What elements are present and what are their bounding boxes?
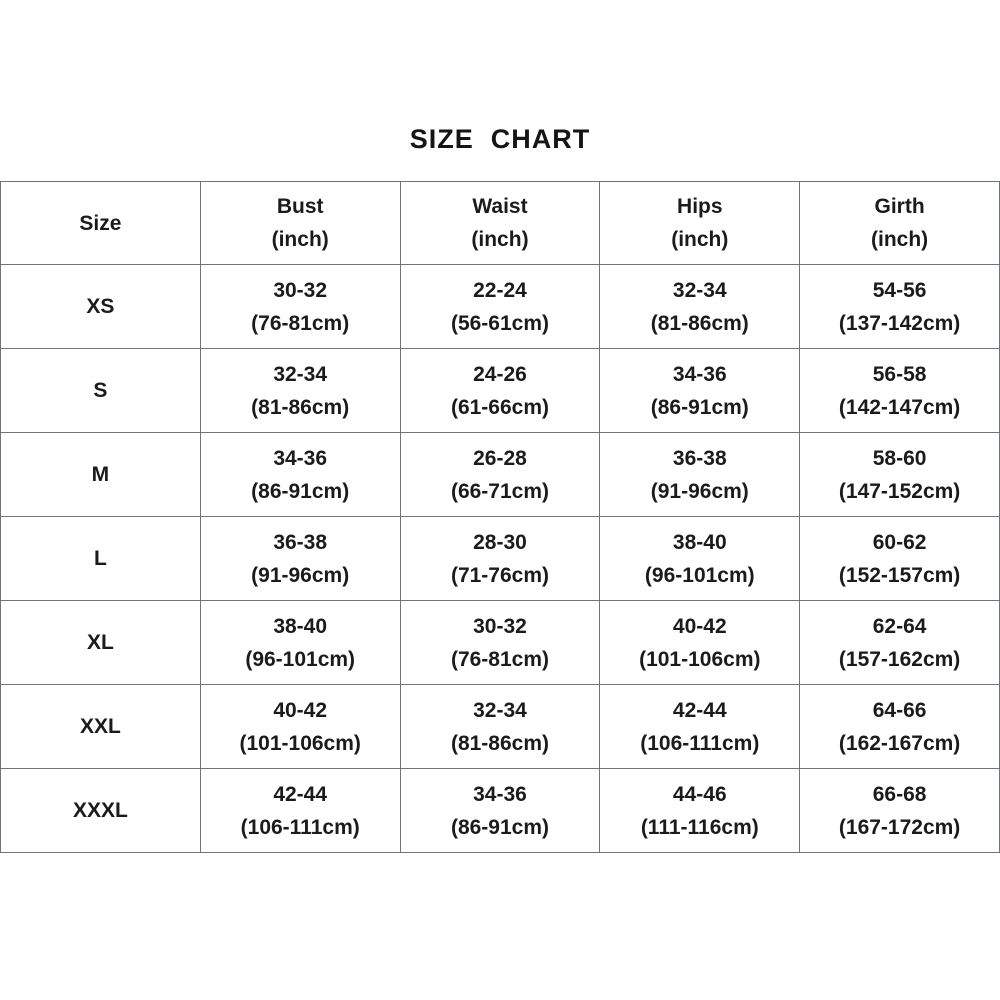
inch-value: 28-30	[473, 530, 527, 554]
waist-cell	[400, 349, 600, 433]
cm-value: (76-81cm)	[450, 647, 550, 671]
girth-cell	[800, 685, 1000, 769]
cm-value: (86-91cm)	[251, 479, 350, 503]
bust-cell	[200, 685, 400, 769]
cm-value: (81-86cm)	[650, 311, 749, 335]
cm-value: (167-172cm)	[838, 815, 961, 839]
size-label: M	[91, 463, 110, 486]
waist-cell	[400, 685, 600, 769]
size-cell	[1, 265, 201, 349]
girth-cell	[800, 769, 1000, 853]
inch-value: 32-34	[273, 362, 328, 386]
bust-cell	[200, 601, 400, 685]
size-cell	[1, 769, 201, 853]
size-cell	[1, 433, 201, 517]
girth-cell	[800, 349, 1000, 433]
cm-value: (157-162cm)	[838, 647, 961, 671]
page-title: SIZE CHART	[409, 124, 591, 154]
size-label: XL	[86, 631, 114, 654]
inch-value: 40-42	[273, 698, 328, 722]
hips-cell	[600, 349, 800, 433]
cm-value: (66-71cm)	[450, 479, 550, 503]
inch-value: 36-38	[672, 446, 727, 470]
col-header-size	[1, 182, 201, 265]
inch-value: 34-36	[672, 362, 727, 386]
size-cell	[1, 601, 201, 685]
col-header-hips-label: Hips	[677, 195, 723, 218]
table-row-l	[1, 517, 1000, 601]
inch-value: 56-58	[872, 362, 927, 386]
col-header-bust	[200, 182, 400, 265]
hips-cell	[600, 433, 800, 517]
table-row-xxl	[1, 685, 1000, 769]
inch-value: 34-36	[473, 782, 527, 806]
inch-value: 22-24	[473, 278, 527, 302]
table-body	[1, 265, 1000, 853]
cm-value: (101-106cm)	[639, 647, 761, 671]
inch-value: 42-44	[273, 782, 328, 806]
waist-cell	[400, 433, 600, 517]
inch-value: 30-32	[273, 278, 328, 302]
col-header-waist	[400, 182, 600, 265]
inch-value: 26-28	[473, 446, 527, 470]
cm-value: (61-66cm)	[450, 395, 550, 419]
col-header-bust-unit: (inch)	[271, 228, 329, 251]
inch-value: 30-32	[473, 614, 527, 638]
cm-value: (86-91cm)	[450, 815, 550, 839]
inch-value: 32-34	[672, 278, 727, 302]
cm-value: (106-111cm)	[640, 731, 760, 755]
cm-value: (101-106cm)	[239, 731, 361, 755]
cm-value: (147-152cm)	[838, 479, 961, 503]
bust-cell	[200, 517, 400, 601]
size-chart-table	[0, 181, 1000, 853]
cm-value: (91-96cm)	[650, 479, 749, 503]
inch-value: 60-62	[872, 530, 927, 554]
inch-value: 40-42	[672, 614, 727, 638]
table-row-m	[1, 433, 1000, 517]
cm-value: (137-142cm)	[838, 311, 961, 335]
col-header-waist-label: Waist	[472, 195, 528, 218]
cm-value: (111-116cm)	[640, 815, 759, 839]
inch-value: 34-36	[273, 446, 328, 470]
hips-cell	[600, 601, 800, 685]
waist-cell	[400, 517, 600, 601]
bust-cell	[200, 769, 400, 853]
table-row-xl	[1, 601, 1000, 685]
girth-cell	[800, 433, 1000, 517]
inch-value: 62-64	[872, 614, 927, 638]
inch-value: 64-66	[872, 698, 927, 722]
hips-cell	[600, 265, 800, 349]
col-header-hips-unit: (inch)	[671, 228, 729, 251]
inch-value: 54-56	[872, 278, 927, 302]
cm-value: (81-86cm)	[251, 395, 350, 419]
cm-value: (86-91cm)	[650, 395, 749, 419]
girth-cell	[800, 601, 1000, 685]
bust-cell	[200, 349, 400, 433]
cm-value: (76-81cm)	[251, 311, 350, 335]
inch-value: 36-38	[273, 530, 328, 554]
col-header-girth-label: Girth	[874, 195, 925, 218]
inch-value: 42-44	[672, 698, 727, 722]
table-row-s	[1, 349, 1000, 433]
cm-value: (142-147cm)	[838, 395, 961, 419]
bust-cell	[200, 265, 400, 349]
waist-cell	[400, 265, 600, 349]
col-header-girth	[800, 182, 1000, 265]
inch-value: 32-34	[473, 698, 527, 722]
cm-value: (96-101cm)	[245, 647, 356, 671]
girth-cell	[800, 265, 1000, 349]
col-header-bust-label: Bust	[276, 195, 324, 218]
bust-cell	[200, 433, 400, 517]
waist-cell	[400, 769, 600, 853]
table-header	[1, 182, 1000, 265]
inch-value: 44-46	[672, 782, 727, 806]
inch-value: 38-40	[672, 530, 727, 554]
col-header-hips	[600, 182, 800, 265]
size-cell	[1, 517, 201, 601]
col-header-size-label: Size	[79, 211, 122, 235]
size-cell	[1, 685, 201, 769]
cm-value: (91-96cm)	[251, 563, 350, 587]
header-row	[1, 182, 1000, 265]
cm-value: (96-101cm)	[644, 563, 755, 587]
col-header-girth-unit: (inch)	[871, 228, 929, 251]
cm-value: (162-167cm)	[838, 731, 961, 755]
size-label: L	[93, 547, 107, 570]
cm-value: (106-111cm)	[240, 815, 360, 839]
size-label: S	[93, 379, 108, 402]
waist-cell	[400, 601, 600, 685]
col-header-waist-unit: (inch)	[471, 228, 529, 251]
hips-cell	[600, 517, 800, 601]
size-label: XS	[86, 295, 115, 318]
hips-cell	[600, 685, 800, 769]
inch-value: 24-26	[473, 362, 527, 386]
hips-cell	[600, 769, 800, 853]
table-row-xxxl	[1, 769, 1000, 853]
cm-value: (81-86cm)	[450, 731, 550, 755]
table-row-xs	[1, 265, 1000, 349]
cm-value: (56-61cm)	[450, 311, 550, 335]
cm-value: (71-76cm)	[450, 563, 550, 587]
size-label: XXL	[79, 715, 121, 738]
cm-value: (152-157cm)	[838, 563, 961, 587]
size-label: XXXL	[72, 799, 128, 822]
inch-value: 58-60	[872, 446, 927, 470]
inch-value: 38-40	[273, 614, 328, 638]
inch-value: 66-68	[872, 782, 927, 806]
size-cell	[1, 349, 201, 433]
girth-cell	[800, 517, 1000, 601]
